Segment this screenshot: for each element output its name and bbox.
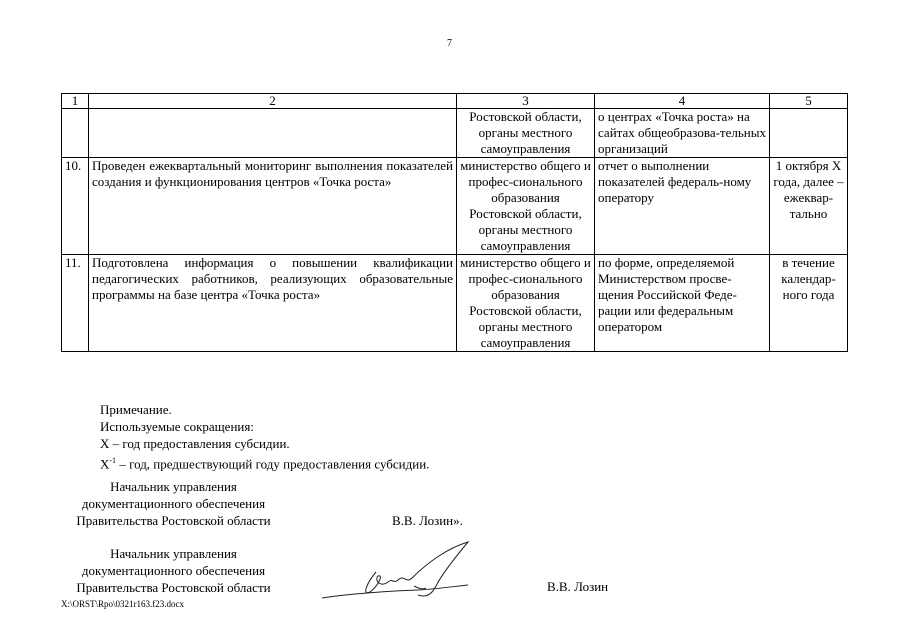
row-result: отчет о выполнении показателей федераль-ному оператору (595, 158, 770, 255)
col-header-2: 2 (89, 94, 457, 109)
position-line-3: Правительства Ростовской области (76, 580, 271, 595)
page-number: 7 (447, 38, 452, 49)
row-number: 11. (62, 255, 89, 352)
row-deadline (770, 109, 848, 158)
row-deadline: 1 октября X года, далее – ежеквар-тально (770, 158, 848, 255)
note-x-prev-definition (100, 452, 429, 472)
position-line-1: Начальник управления (110, 546, 237, 561)
signature-block-1-title (61, 478, 286, 529)
col-header-1: 1 (62, 94, 89, 109)
row-text: Проведен ежеквартальный мониторинг выполнения показателей создания и функционирования центров «Точка роста» (89, 158, 457, 255)
table-row (62, 109, 848, 158)
file-path: X:\ORST\Rpo\0321r163.f23.docx (61, 599, 184, 609)
col-header-4: 4 (595, 94, 770, 109)
row-deadline: в течение календар-ного года (770, 255, 848, 352)
x-prev-superscript: -1 (109, 456, 117, 465)
row-executor: министерство общего и профес-сионального образования Ростовской области, органы местного самоуправления (457, 255, 595, 352)
table-row (62, 255, 848, 352)
x-prev-text: – год, предшествующий году предоставления субсидии. (116, 456, 430, 472)
table-header-row (62, 94, 848, 109)
row-executor: Ростовской области, органы местного самоуправления (457, 109, 595, 158)
signature-block-2-title (61, 545, 286, 596)
position-line-2: документационного обеспечения (81, 496, 266, 511)
x-prev-base: X (100, 456, 110, 472)
note-abbrev: Используемые сокращения: (100, 419, 254, 434)
col-header-3: 3 (457, 94, 595, 109)
row-executor: министерство общего и профес-сионального образования Ростовской области, органы местного самоуправления (457, 158, 595, 255)
table-row (62, 158, 848, 255)
position-line-2: документационного обеспечения (81, 563, 266, 578)
position-line-1: Начальник управления (110, 479, 237, 494)
position-line-3: Правительства Ростовской области (76, 513, 271, 528)
plan-table (61, 93, 848, 352)
row-result: по форме, определяемой Министерством просве-щения Российской Феде-рации или федеральным оператором (595, 255, 770, 352)
handwritten-signature (318, 540, 473, 604)
note-title: Примечание. (100, 402, 172, 417)
col-header-5: 5 (770, 94, 848, 109)
row-result: о центрах «Точка роста» на сайтах общеобразова-тельных организаций (595, 109, 770, 158)
row-number: 10. (62, 158, 89, 255)
row-text (89, 109, 457, 158)
note-block (100, 401, 429, 472)
note-x-definition: X – год предоставления субсидии. (100, 436, 290, 451)
row-text: Подготовлена информация о повышении квалификации педагогических работников, реализующих образовательные программы на базе центра «Точка роста» (89, 255, 457, 352)
signatory-name-2: В.В. Лозин (547, 579, 609, 594)
row-number (62, 109, 89, 158)
signatory-name-1: В.В. Лозин». (392, 513, 463, 528)
